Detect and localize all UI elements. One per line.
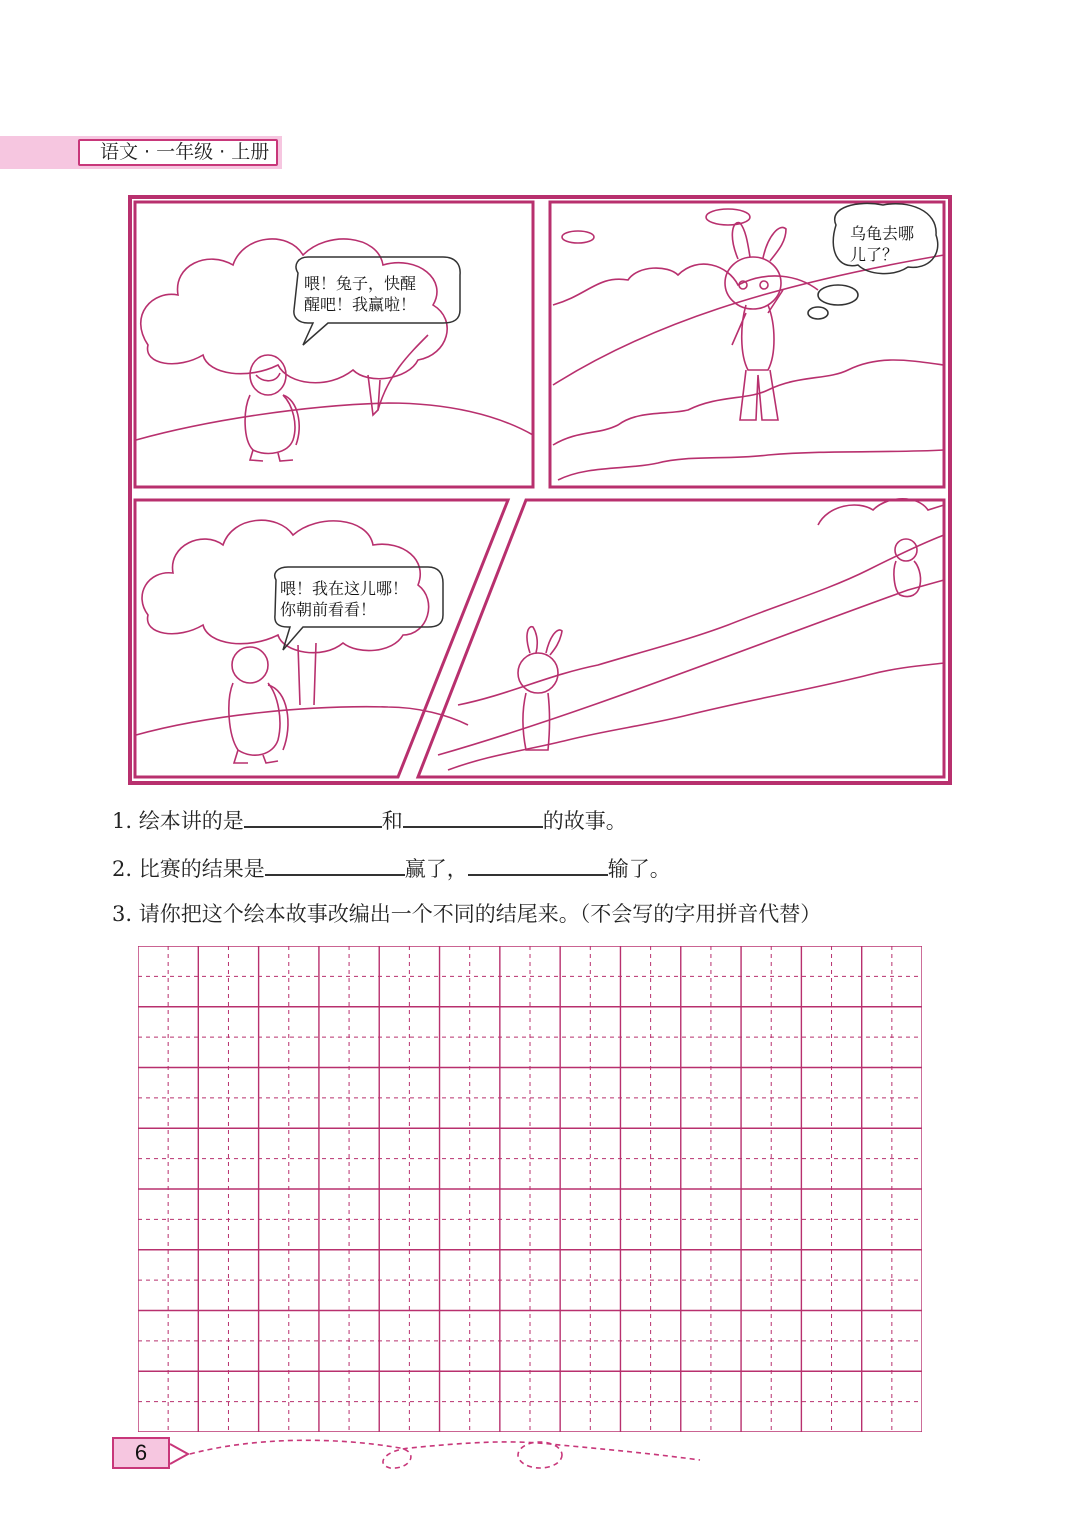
panel-1 xyxy=(135,202,533,487)
decorative-dashed-line xyxy=(170,1430,710,1480)
subject-label: 语文 · 一年级 · 上册 xyxy=(78,139,278,166)
page-number xyxy=(112,1437,170,1469)
question-1-text-a: 绘本讲的是 xyxy=(138,809,244,833)
question-2-number: 2. xyxy=(112,857,133,881)
panel-3-speech: 喂！我在这儿哪！ 你朝前看看！ xyxy=(280,579,409,619)
question-2-text-b: 赢了， xyxy=(404,857,468,881)
writing-grid[interactable] xyxy=(138,946,922,1432)
answer-blank-1a[interactable] xyxy=(244,804,382,828)
comic-strip xyxy=(128,195,952,785)
question-2-text-a: 比赛的结果是 xyxy=(138,857,265,881)
comic-artwork xyxy=(128,195,952,785)
question-3-number: 3. xyxy=(112,902,133,926)
header-tab xyxy=(0,136,282,169)
writing-grid-lines xyxy=(138,946,922,1432)
question-1 xyxy=(112,804,627,835)
question-2-text-c: 输了。 xyxy=(607,857,671,881)
question-1-text-c: 的故事。 xyxy=(542,809,627,833)
question-1-text-b: 和 xyxy=(381,809,403,833)
panel-4 xyxy=(418,500,944,777)
page-number-label: 6 xyxy=(112,1437,170,1469)
question-1-number: 1. xyxy=(112,809,133,833)
answer-blank-2b[interactable] xyxy=(468,852,608,876)
panel-2-speech: 乌龟去哪 儿了？ xyxy=(850,224,915,264)
answer-blank-1b[interactable] xyxy=(403,804,543,828)
answer-blank-2a[interactable] xyxy=(265,852,405,876)
question-2 xyxy=(112,852,671,883)
question-3 xyxy=(112,900,821,928)
question-3-text: 请你把这个绘本故事改编出一个不同的结尾来。（不会写的字用拼音代替） xyxy=(138,902,822,926)
panel-1-speech: 喂！兔子，快醒 醒吧！我赢啦！ xyxy=(304,274,417,314)
